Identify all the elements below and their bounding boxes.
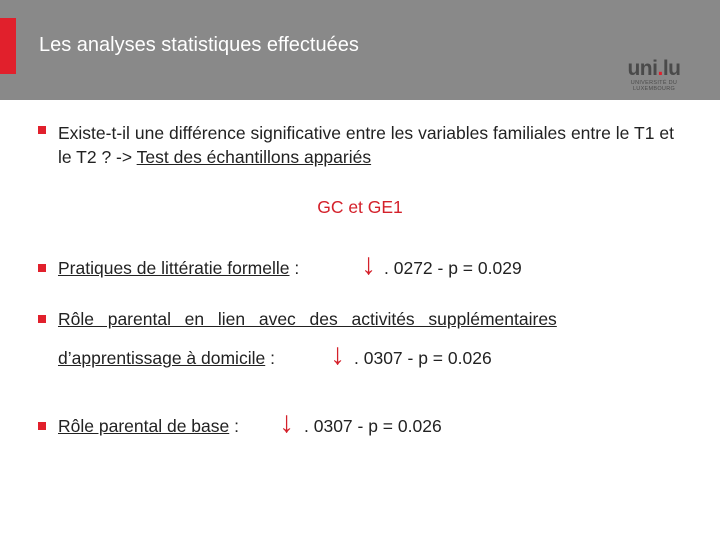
result-row-2-line2 — [58, 346, 275, 370]
result-value: . 0272 - p = 0.029 — [384, 258, 522, 278]
result-value: . 0307 - p = 0.026 — [354, 348, 492, 368]
bullet-square — [38, 126, 46, 134]
question-text: Existe-t-il une différence significative entre les variables familiales entre le T1 et le T2 ? -> — [58, 123, 674, 167]
down-arrow-icon: ↓ — [279, 406, 294, 439]
result-value: . 0307 - p = 0.026 — [304, 416, 442, 436]
result-label: Pratiques de littératie formelle — [58, 258, 290, 278]
result-separator: : — [289, 258, 300, 278]
down-arrow-icon: ↓ — [330, 338, 345, 371]
result-separator: : — [265, 348, 275, 368]
bullet-square — [38, 422, 46, 430]
logo-mark: uni.lu — [627, 57, 681, 80]
down-arrow-icon: ↓ — [361, 248, 376, 281]
bullet-square — [38, 264, 46, 272]
slide-title: Les analyses statistiques effectuées — [39, 34, 359, 56]
result-row-2-line1 — [58, 307, 672, 331]
result-separator: : — [229, 416, 239, 436]
logo-subtitle-line1: UNIVERSITÉ DU — [630, 80, 678, 86]
result-row-3 — [58, 414, 239, 438]
question-paragraph — [58, 121, 674, 169]
test-label: Test des échantillons appariés — [136, 147, 372, 167]
logo-subtitle-line2: LUXEMBOURG — [632, 86, 676, 92]
group-label: GC et GE1 — [317, 197, 403, 217]
result-label-line2: d’apprentissage à domicile — [58, 348, 266, 368]
result-row-1 — [58, 256, 299, 280]
bullet-square — [38, 315, 46, 323]
result-label-line1: Rôle parental en lien avec des activités supplémentaires — [58, 309, 557, 329]
result-label: Rôle parental de base — [58, 416, 230, 436]
